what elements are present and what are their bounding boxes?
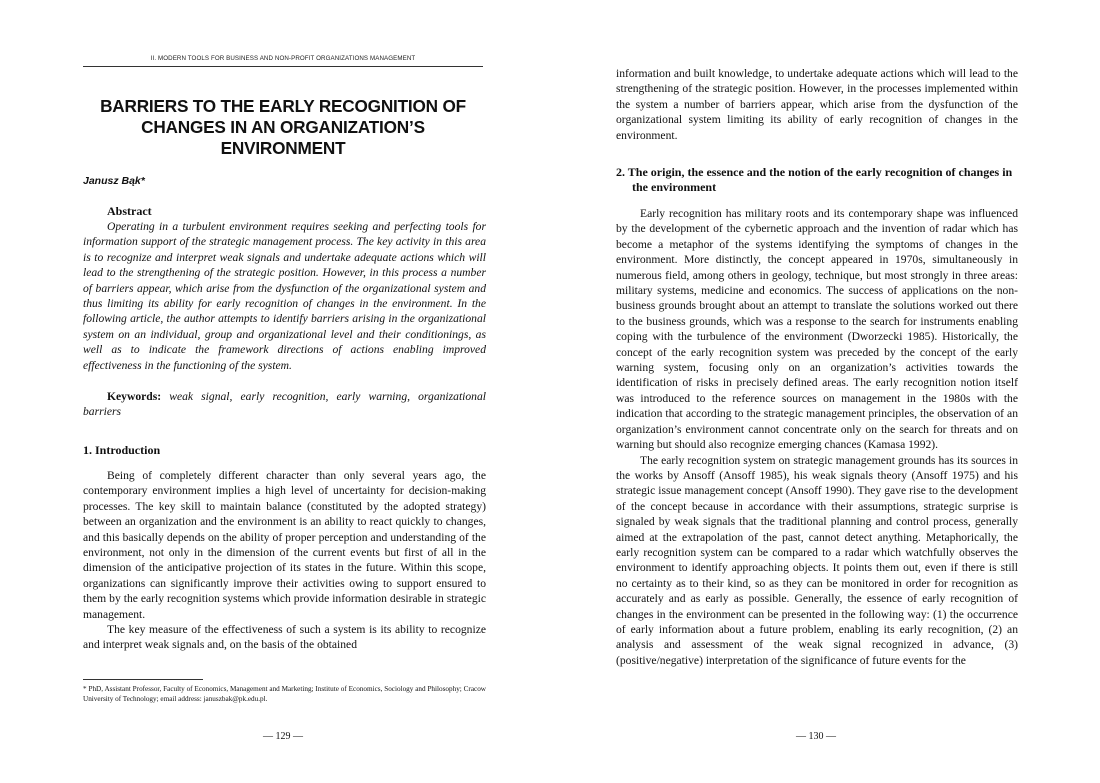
footnote: * PhD, Assistant Professor, Faculty of Economics, Management and Marketing; Institute of Economics, Sociology and Philosophy; Cracow University of Technology; email address: januszbak@pk.edu.pl. bbox=[83, 685, 486, 703]
keywords-text: weak signal, early recognition, early warning, organizational barriers bbox=[83, 390, 486, 419]
paragraph: The key measure of the effectiveness of such a system is its ability to recognize and interpret weak signals and, on the basis of the obtained bbox=[83, 623, 486, 652]
section2-body bbox=[616, 206, 1018, 668]
keywords-label: Keywords: bbox=[107, 390, 162, 403]
footnote-rule bbox=[83, 679, 203, 680]
keywords bbox=[83, 389, 486, 420]
section-heading-origin: 2. The origin, the essence and the notion of the early recognition of changes in the environment bbox=[616, 165, 1013, 194]
page-number: — 129 — bbox=[263, 731, 303, 742]
abstract-text: Operating in a turbulent environment requires seeking and perfecting tools for information support of the strategic management process. The key activity in this area is to recognize and interpret weak signals and undertake adequate actions which will lead to the strengthening of the strategic position. However, in this process a number of barriers appear, which arise from the dysfunction of the organizational system and thus limiting its ability for early recognition of changes in the environment. In the following article, the author attempts to identify barriers arising in the organizational system on an individual, group and organizational level and their conditionings, as well as to indicate the framework directions of actions enabling improved effectiveness in the functioning of the system. bbox=[83, 220, 486, 372]
page-number: — 130 — bbox=[796, 731, 836, 742]
paragraph: The early recognition system on strategic management grounds has its sources in the works by Ansoff (Ansoff 1985), his weak signals theory (Ansoff 1975) and his strategic issue management concept (Ansoff 1990). They gave rise to the development of the concept because in accordance with their assumptions, strategic surprise is signaled by weak signals that the traditional planning and control process, generally aimed at the extrapolation of the past, cannot detect anything. Metaphorically, the early recognition system can be compared to a radar which watchfully observes the environment to identify approaching objects. It points them out, even if there is still no certainty as to their kind, so as they can be monitored in order for recognition as accurately and as early as possible. Generally, the essence of early recognition of changes in the environment can be presented in the following way: (1) the occurrence of early information about a future problem, enabling its early recognition, (2) an analysis and assessment of the weak signal recognized in advance, (3) (positive/negative) interpretation of the significance of future events for the bbox=[616, 453, 1018, 667]
section-heading-introduction: 1. Introduction bbox=[83, 443, 161, 457]
introduction-body bbox=[83, 468, 486, 653]
header-rule bbox=[83, 66, 483, 67]
author-name: Janusz Bąk* bbox=[83, 175, 145, 187]
paragraph: Early recognition has military roots and its contemporary shape was influenced by the development of the cybernetic approach and the invention of radar which has become a metaphor of the systems identifying the symptoms of changes in the environment. More distinctly, the concept appeared in 1970s, simultaneously in numerous field, among others in geology, technique, but most strongly in three areas: military systems, medicine and economics. The success of applications on the non-business grounds brought about an attempt to translate the solutions worked out there to the business grounds, which was a response to the search for instruments enabling coping with the turbulence of the environment (Dworzecki 1985). Historically, the concept of the early recognition system was preceded by the concept of the early warning system, focusing only on an organization’s activities towards the identification of risks in precisely defined areas. The early recognition notion itself was introduced to the reference sources on management in the 1980s with the indication that according to the strategic management principles, the observation of an organization’s environment cannot concentrate only on the search for threats and on warning but should also recognize emerging chances (Kamasa 1992). bbox=[616, 207, 1018, 452]
running-head: II. MODERN TOOLS FOR BUSINESS AND NON-PROFIT ORGANIZATIONS MANAGEMENT bbox=[150, 55, 416, 62]
abstract-heading: Abstract bbox=[107, 204, 152, 218]
article-title: BARRIERS TO THE EARLY RECOGNITION OF CHANGES IN AN ORGANIZATION’S ENVIRONMENT bbox=[100, 96, 466, 158]
continued-paragraph: information and built knowledge, to undertake adequate actions which will lead to the strengthening of the strategic position. However, in the processes implemented within the system a number of barriers appear, which arise from the dysfunction of the organizational system limiting its ability of early recognition of changes in the environment. bbox=[616, 67, 1018, 142]
paragraph: Being of completely different character than only several years ago, the contemporary environment implies a high level of uncertainty for decision-making processes. The key skill to maintain balance (constituted by the adopted strategy) between an organization and the environment is an ability to react quickly to changes, and this basically depends on the ability of proper perception and understanding of the environment, not only in the dimension of the current events but first of all in the dimension of the anticipative projection of its states in the future. Within this scope, organizations can significantly improve their activities owing to support ensured to them by the early recognition systems which provide information desirable in strategic management. bbox=[83, 469, 486, 621]
